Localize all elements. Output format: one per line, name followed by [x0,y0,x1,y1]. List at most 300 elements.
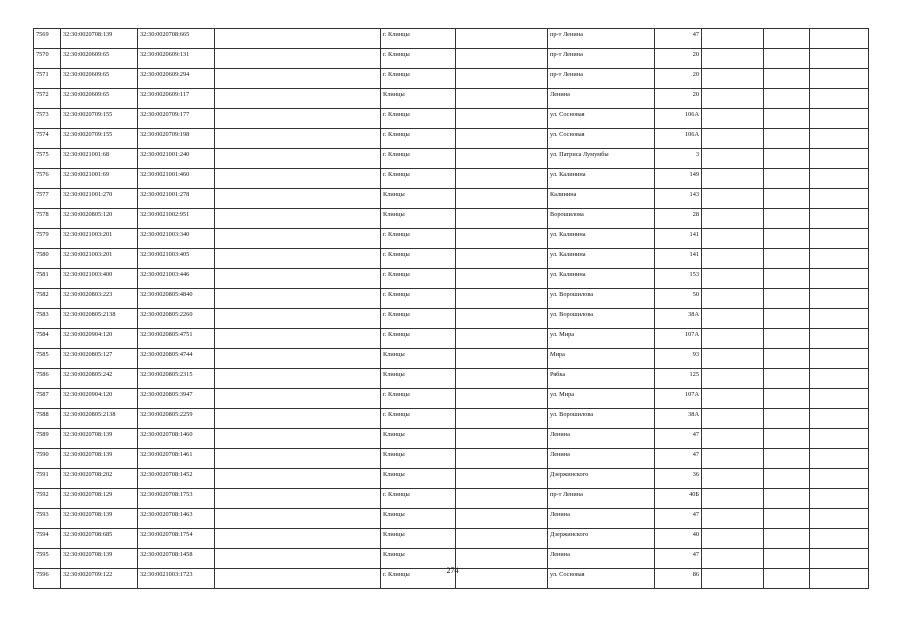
table-cell-empty-column [702,329,764,349]
table-cell-locality: г. Клинцы [381,149,456,169]
table-cell-empty-column [810,189,869,209]
table-cell-cadastral-number-object: 32:30:0020805:2315 [138,369,215,389]
table-cell-street: ул. Калинина [548,249,655,269]
table-cell-cadastral-number-parcel: 32:30:0021003:201 [61,249,138,269]
table-cell-empty-column [456,449,548,469]
table-cell-locality: г. Клинцы [381,389,456,409]
table-cell-cadastral-number-object: 32:30:0020708:1463 [138,509,215,529]
table-cell-empty-column [456,469,548,489]
table-cell-empty-column [764,309,810,329]
table-cell-empty-column [215,509,381,529]
table-cell-house-number: 153 [655,269,702,289]
table-cell-locality: г. Клинцы [381,49,456,69]
table-cell-cadastral-number-parcel: 32:30:0021001:68 [61,149,138,169]
table-cell-row-number: 7569 [34,29,61,49]
table-row [34,349,869,369]
table-cell-street: ул. Калинина [548,169,655,189]
table-cell-row-number: 7595 [34,549,61,569]
table-cell-empty-column [456,69,548,89]
table-cell-house-number: 47 [655,549,702,569]
table-cell-street: Рябка [548,369,655,389]
table-cell-street: Дзержинского [548,469,655,489]
table-cell-house-number: 93 [655,349,702,369]
table-cell-row-number: 7576 [34,169,61,189]
table-cell-empty-column [810,209,869,229]
table-cell-empty-column [764,289,810,309]
table-cell-empty-column [702,269,764,289]
table-cell-empty-column [702,389,764,409]
table-cell-house-number: 38А [655,309,702,329]
table-cell-house-number: 107А [655,389,702,409]
table-cell-empty-column [215,309,381,329]
table-cell-empty-column [215,189,381,209]
table-cell-empty-column [702,289,764,309]
table-cell-empty-column [810,529,869,549]
table-cell-cadastral-number-object: 32:30:0020609:131 [138,49,215,69]
table-cell-empty-column [764,29,810,49]
table-cell-locality: г. Клинцы [381,309,456,329]
table-cell-empty-column [764,529,810,549]
table-cell-empty-column [215,129,381,149]
table-cell-house-number: 47 [655,509,702,529]
table-cell-row-number: 7591 [34,469,61,489]
table-cell-cadastral-number-object: 32:30:0020805:4840 [138,289,215,309]
table-cell-row-number: 7593 [34,509,61,529]
table-cell-empty-column [215,69,381,89]
table-cell-row-number: 7577 [34,189,61,209]
table-cell-empty-column [810,49,869,69]
table-cell-street: пр-т Ленина [548,49,655,69]
table-cell-locality: Клинцы [381,429,456,449]
table-cell-cadastral-number-object: 32:30:0020708:1461 [138,449,215,469]
table-cell-street: Ленина [548,429,655,449]
table-cell-empty-column [456,409,548,429]
table-cell-house-number: 47 [655,429,702,449]
table-cell-street: Ленина [548,509,655,529]
table-cell-empty-column [456,49,548,69]
table-cell-cadastral-number-parcel: 32:30:0020709:155 [61,129,138,149]
table-cell-empty-column [764,189,810,209]
table-cell-house-number: 47 [655,449,702,469]
table-cell-locality: г. Клинцы [381,569,456,589]
table-cell-empty-column [456,429,548,449]
table-cell-cadastral-number-object: 32:30:0020708:665 [138,29,215,49]
table-cell-empty-column [456,389,548,409]
table-cell-empty-column [764,449,810,469]
table-cell-locality: Клинцы [381,469,456,489]
table-cell-empty-column [764,409,810,429]
table-cell-house-number: 36 [655,469,702,489]
table-cell-street: ул. Калинина [548,269,655,289]
table-cell-empty-column [810,309,869,329]
table-cell-house-number: 141 [655,229,702,249]
table-cell-cadastral-number-parcel: 32:30:0020609:65 [61,69,138,89]
table-cell-empty-column [810,89,869,109]
table-cell-empty-column [456,349,548,369]
table-cell-house-number: 28 [655,209,702,229]
table-cell-empty-column [702,449,764,469]
table-cell-locality: Клинцы [381,529,456,549]
table-cell-cadastral-number-parcel: 32:30:0020805:2138 [61,309,138,329]
table-cell-empty-column [456,169,548,189]
table-cell-locality: г. Клинцы [381,249,456,269]
table-row [34,469,869,489]
table-cell-empty-column [702,29,764,49]
table-cell-cadastral-number-object: 32:30:0020609:117 [138,89,215,109]
table-cell-empty-column [810,269,869,289]
table-cell-house-number: 40 [655,529,702,549]
table-cell-street: ул. Мира [548,389,655,409]
table-cell-house-number: 149 [655,169,702,189]
table-cell-empty-column [456,149,548,169]
table-cell-row-number: 7587 [34,389,61,409]
table-cell-empty-column [702,129,764,149]
table-cell-empty-column [764,149,810,169]
table-cell-house-number: 107А [655,329,702,349]
table-row [34,89,869,109]
table-cell-cadastral-number-parcel: 32:30:0020904:120 [61,389,138,409]
table-row [34,289,869,309]
table-cell-empty-column [215,429,381,449]
table-row [34,169,869,189]
table-cell-cadastral-number-object: 32:30:0020708:1754 [138,529,215,549]
table-cell-empty-column [702,469,764,489]
table-cell-street: ул. Сосновая [548,129,655,149]
table-row [34,49,869,69]
page-number: 274 [446,566,459,575]
table-cell-empty-column [702,69,764,89]
table-cell-cadastral-number-parcel: 32:30:0021003:201 [61,229,138,249]
table-cell-empty-column [215,529,381,549]
table-cell-house-number: 20 [655,69,702,89]
table-cell-locality: г. Клинцы [381,489,456,509]
table-cell-empty-column [215,289,381,309]
table-cell-empty-column [215,329,381,349]
table-cell-street: Калинина [548,189,655,209]
table-cell-empty-column [456,529,548,549]
table-cell-empty-column [702,369,764,389]
table-row [34,129,869,149]
table-cell-empty-column [215,109,381,129]
table-cell-empty-column [456,269,548,289]
table-cell-empty-column [215,369,381,389]
table-cell-locality: г. Клинцы [381,269,456,289]
table-cell-cadastral-number-parcel: 32:30:0020709:122 [61,569,138,589]
table-cell-empty-column [456,109,548,129]
table-cell-empty-column [810,429,869,449]
table-cell-empty-column [456,249,548,269]
table-cell-row-number: 7575 [34,149,61,169]
table-cell-empty-column [215,89,381,109]
table-cell-cadastral-number-parcel: 32:30:0021001:270 [61,189,138,209]
table-cell-street: Дзержинского [548,529,655,549]
table-cell-empty-column [810,169,869,189]
table-cell-empty-column [215,349,381,369]
table-row [34,389,869,409]
table-cell-street: ул. Сосновая [548,109,655,129]
table-cell-cadastral-number-object: 32:30:0021003:340 [138,229,215,249]
table-cell-cadastral-number-object: 32:30:0021001:240 [138,149,215,169]
table-cell-empty-column [702,409,764,429]
table-cell-street: Ленина [548,549,655,569]
table-cell-empty-column [456,329,548,349]
table-cell-cadastral-number-parcel: 32:30:0020708:139 [61,29,138,49]
table-cell-cadastral-number-object: 32:30:0021001:278 [138,189,215,209]
table-cell-cadastral-number-object: 32:30:0020708:1753 [138,489,215,509]
table-cell-cadastral-number-parcel: 32:30:0020805:242 [61,369,138,389]
table-cell-empty-column [764,369,810,389]
table-cell-empty-column [702,49,764,69]
table-cell-locality: г. Клинцы [381,229,456,249]
table-row [34,309,869,329]
table-cell-house-number: 38А [655,409,702,429]
table-cell-empty-column [764,349,810,369]
table-cell-house-number: 143 [655,189,702,209]
table-cell-row-number: 7585 [34,349,61,369]
table-cell-street: Мира [548,349,655,369]
table-cell-empty-column [764,509,810,529]
table-cell-empty-column [810,409,869,429]
table-cell-empty-column [215,469,381,489]
table-cell-street: Ленина [548,449,655,469]
table-cell-cadastral-number-parcel: 32:30:0020708:129 [61,489,138,509]
table-cell-empty-column [764,169,810,189]
table-cell-empty-column [702,529,764,549]
table-cell-cadastral-number-object: 32:30:0021003:1723 [138,569,215,589]
table-cell-empty-column [456,369,548,389]
table-cell-empty-column [810,149,869,169]
table-cell-row-number: 7578 [34,209,61,229]
table-cell-empty-column [702,429,764,449]
table-cell-locality: г. Клинцы [381,129,456,149]
table-row [34,369,869,389]
table-cell-cadastral-number-parcel: 32:30:0020609:65 [61,89,138,109]
table-cell-row-number: 7583 [34,309,61,329]
table-cell-empty-column [764,269,810,289]
table-cell-cadastral-number-object: 32:30:0020609:294 [138,69,215,89]
table-cell-street: ул. Патриса Лумумбы [548,149,655,169]
table-cell-street: Ленина [548,89,655,109]
table-cell-row-number: 7596 [34,569,61,589]
table-cell-row-number: 7594 [34,529,61,549]
table-cell-cadastral-number-parcel: 32:30:0020805:2138 [61,409,138,429]
table-cell-row-number: 7574 [34,129,61,149]
table-cell-empty-column [702,209,764,229]
registry-table [33,28,869,589]
table-cell-empty-column [702,509,764,529]
table-cell-empty-column [764,49,810,69]
table-cell-empty-column [764,109,810,129]
table-cell-row-number: 7579 [34,229,61,249]
table-cell-empty-column [456,489,548,509]
table-cell-empty-column [764,469,810,489]
table-cell-row-number: 7571 [34,69,61,89]
table-cell-empty-column [215,209,381,229]
table-cell-cadastral-number-object: 32:30:0021003:405 [138,249,215,269]
table-cell-house-number: 50 [655,289,702,309]
table-cell-cadastral-number-object: 32:30:0020805:2259 [138,409,215,429]
table-cell-empty-column [456,189,548,209]
table-cell-empty-column [764,429,810,449]
table-cell-cadastral-number-parcel: 32:30:0020708:685 [61,529,138,549]
table-cell-empty-column [215,169,381,189]
table-cell-cadastral-number-parcel: 32:30:0020609:65 [61,49,138,69]
table-cell-empty-column [810,489,869,509]
table-row [34,269,869,289]
table-cell-empty-column [764,389,810,409]
table-cell-empty-column [764,89,810,109]
table-cell-empty-column [456,29,548,49]
table-cell-street: Ворошилова [548,209,655,229]
table-cell-locality: г. Клинцы [381,329,456,349]
table-cell-cadastral-number-parcel: 32:30:0020708:139 [61,449,138,469]
table-cell-street: пр-т Ленина [548,29,655,49]
table-cell-street: ул. Ворошилова [548,409,655,429]
table-cell-house-number: 20 [655,49,702,69]
table-row [34,229,869,249]
table-cell-cadastral-number-object: 32:30:0020805:4751 [138,329,215,349]
table-cell-street: ул. Сосновая [548,569,655,589]
table-cell-house-number: 106А [655,129,702,149]
table-cell-empty-column [456,289,548,309]
table-cell-empty-column [456,309,548,329]
table-cell-street: пр-т Ленина [548,489,655,509]
table-cell-empty-column [215,409,381,429]
table-cell-cadastral-number-object: 32:30:0020805:3947 [138,389,215,409]
table-row [34,209,869,229]
table-row [34,109,869,129]
table-cell-cadastral-number-object: 32:30:0020805:4744 [138,349,215,369]
table-row [34,189,869,209]
table-cell-empty-column [456,209,548,229]
table-cell-locality: г. Клинцы [381,409,456,429]
table-cell-empty-column [215,149,381,169]
table-cell-locality: г. Клинцы [381,69,456,89]
table-cell-locality: Клинцы [381,449,456,469]
table-cell-cadastral-number-parcel: 32:30:0020708:202 [61,469,138,489]
table-cell-empty-column [215,29,381,49]
table-cell-cadastral-number-parcel: 32:30:0020805:127 [61,349,138,369]
table-cell-empty-column [702,229,764,249]
table-row [34,509,869,529]
table-cell-empty-column [810,329,869,349]
table-cell-empty-column [764,209,810,229]
table-cell-empty-column [215,269,381,289]
table-cell-row-number: 7584 [34,329,61,349]
table-cell-cadastral-number-object: 32:30:0020708:1452 [138,469,215,489]
table-row [34,529,869,549]
table-cell-empty-column [456,229,548,249]
table-cell-empty-column [702,249,764,269]
table-cell-house-number: 125 [655,369,702,389]
table-cell-cadastral-number-parcel: 32:30:0020805:120 [61,209,138,229]
table-cell-cadastral-number-parcel: 32:30:0020904:120 [61,329,138,349]
table-cell-empty-column [810,389,869,409]
table-cell-row-number: 7570 [34,49,61,69]
table-cell-street: ул. Калинина [548,229,655,249]
table-row [34,489,869,509]
table-cell-row-number: 7581 [34,269,61,289]
table-cell-empty-column [810,69,869,89]
table-cell-row-number: 7582 [34,289,61,309]
table-cell-cadastral-number-object: 32:30:0020708:1458 [138,549,215,569]
table-cell-cadastral-number-object: 32:30:0020805:2260 [138,309,215,329]
table-cell-empty-column [702,189,764,209]
table-cell-locality: Клинцы [381,89,456,109]
table-cell-cadastral-number-object: 32:30:0020709:198 [138,129,215,149]
table-cell-row-number: 7588 [34,409,61,429]
table-cell-empty-column [702,89,764,109]
table-row [34,29,869,49]
table-cell-empty-column [810,109,869,129]
table-cell-locality: Клинцы [381,349,456,369]
table-cell-empty-column [702,109,764,129]
table-row [34,429,869,449]
table-cell-row-number: 7592 [34,489,61,509]
table-cell-empty-column [702,169,764,189]
table-cell-locality: Клинцы [381,369,456,389]
table-cell-empty-column [810,289,869,309]
table-cell-house-number: 86 [655,569,702,589]
table-row [34,409,869,429]
table-cell-cadastral-number-parcel: 32:30:0021001:69 [61,169,138,189]
table-cell-empty-column [215,49,381,69]
table-row [34,69,869,89]
table-cell-cadastral-number-parcel: 32:30:0020708:139 [61,509,138,529]
table-cell-empty-column [764,69,810,89]
table-cell-street: пр-т Ленина [548,69,655,89]
table-cell-house-number: 141 [655,249,702,269]
table-cell-cadastral-number-parcel: 32:30:0020708:139 [61,429,138,449]
table-cell-empty-column [702,349,764,369]
table-cell-house-number: 47 [655,29,702,49]
table-cell-empty-column [764,129,810,149]
table-cell-cadastral-number-parcel: 32:30:0020708:139 [61,549,138,569]
table-row [34,329,869,349]
table-cell-empty-column [764,249,810,269]
table-row [34,149,869,169]
table-row [34,449,869,469]
table-cell-empty-column [764,489,810,509]
table-cell-locality: г. Клинцы [381,29,456,49]
table-cell-empty-column [810,249,869,269]
table-cell-empty-column [810,129,869,149]
table-cell-empty-column [810,509,869,529]
table-cell-empty-column [456,89,548,109]
table-cell-cadastral-number-parcel: 32:30:0020709:155 [61,109,138,129]
table-cell-empty-column [810,469,869,489]
table-cell-row-number: 7586 [34,369,61,389]
table-cell-empty-column [215,449,381,469]
table-cell-empty-column [215,249,381,269]
table-cell-empty-column [810,229,869,249]
table-cell-cadastral-number-object: 32:30:0021003:446 [138,269,215,289]
table-cell-row-number: 7580 [34,249,61,269]
table-cell-empty-column [702,489,764,509]
table-cell-cadastral-number-object: 32:30:0021001:460 [138,169,215,189]
table-cell-house-number: 40Б [655,489,702,509]
table-cell-locality: г. Клинцы [381,169,456,189]
table-cell-house-number: 20 [655,89,702,109]
table-cell-empty-column [215,489,381,509]
table-cell-empty-column [810,349,869,369]
table-cell-empty-column [456,129,548,149]
table-cell-cadastral-number-parcel: 32:30:0021003:400 [61,269,138,289]
table-cell-locality: г. Клинцы [381,109,456,129]
table-cell-empty-column [702,149,764,169]
table-row [34,249,869,269]
table-cell-empty-column [764,229,810,249]
